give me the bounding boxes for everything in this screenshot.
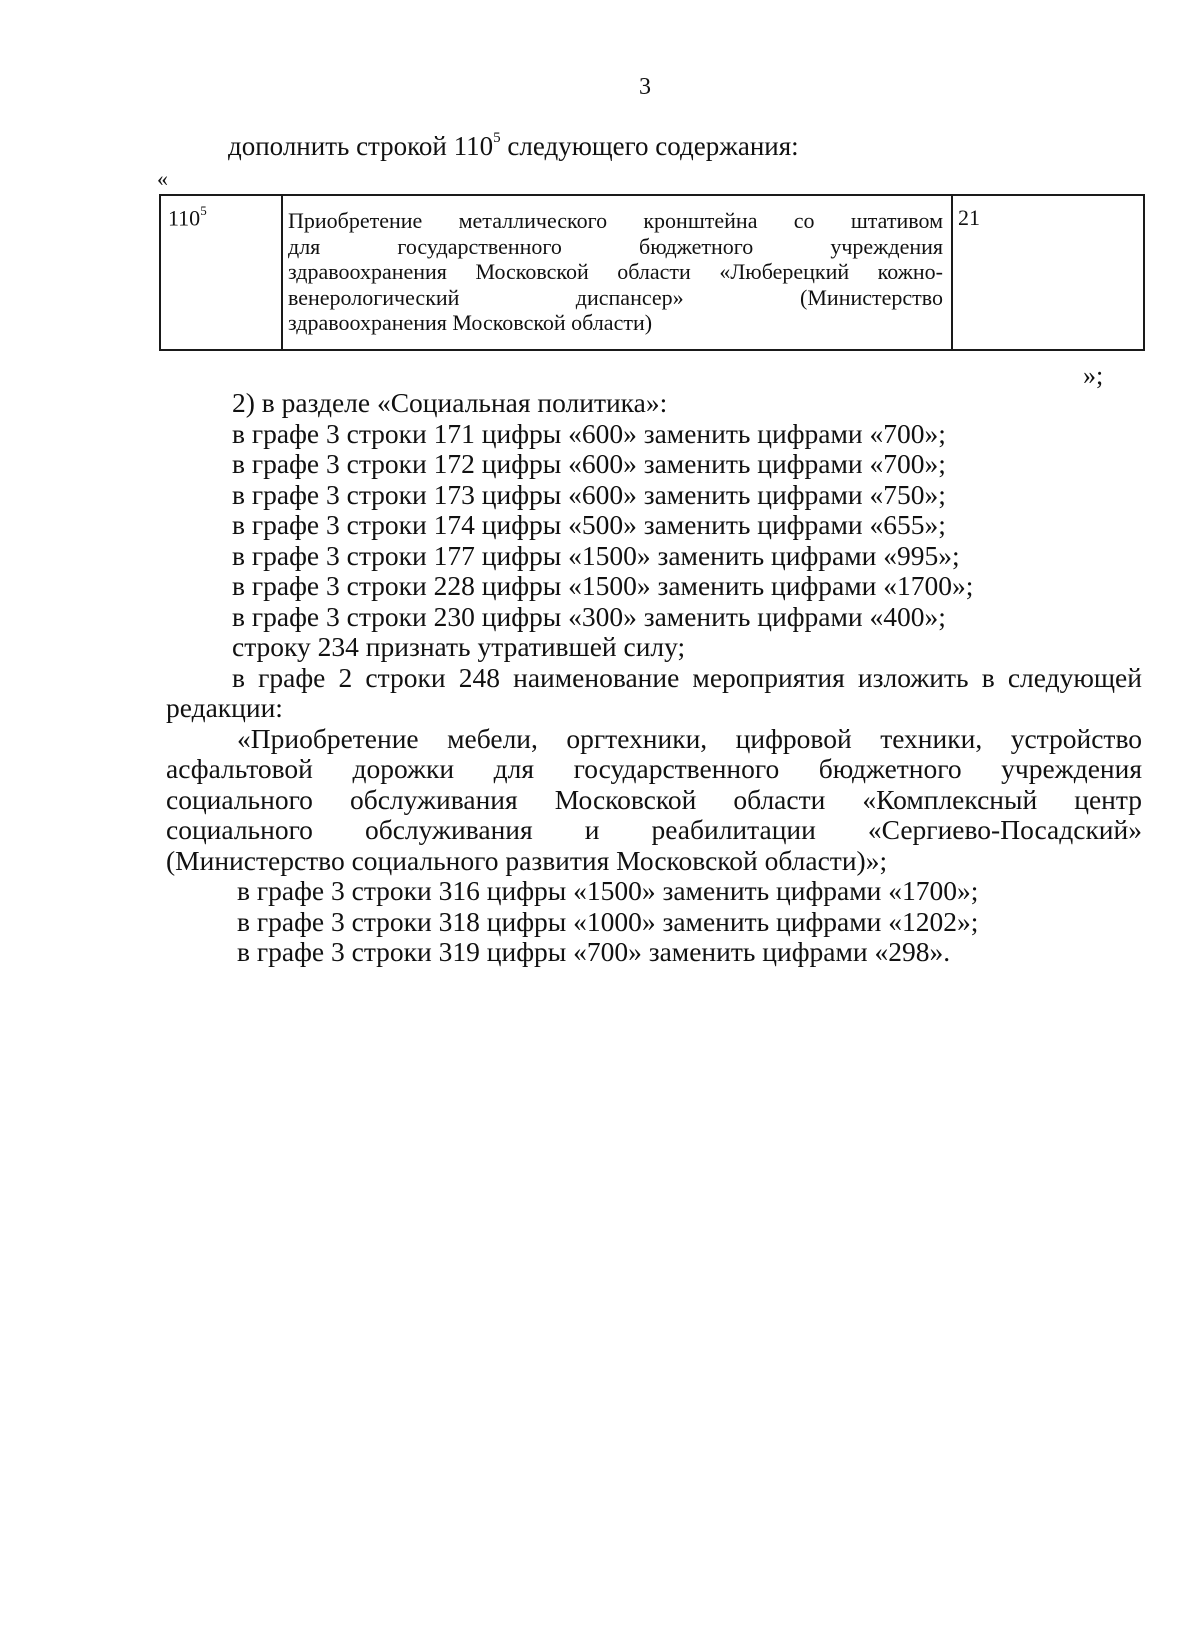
new-text-line: (Министерство социального развития Московской области)»; [166,844,888,876]
new-text-line: асфальтовой дорожки для государственного бюджетного учреждения [166,753,1142,784]
row-number-superscript: 5 [200,203,207,218]
row-number [161,196,281,231]
section-heading: 2) в разделе «Социальная политика»: [232,387,668,418]
item-248-continuation: редакции: [166,692,283,723]
row-value-cell [952,195,1144,350]
amendment-line: в графе 3 строки 172 цифры «600» заменить цифрами «700»; [232,448,946,479]
amendment-line: в графе 3 строки 177 цифры «1500» заменить цифрами «995»; [232,539,960,571]
intro-after: следующего содержания: [500,131,799,161]
intro-before: дополнить строкой 110 [228,131,494,161]
row-number-cell [160,195,282,350]
row-description-cell [282,195,952,350]
description-line: здравоохранения Московской области «Люберецкий кожно- [288,259,943,284]
amendment-line: в графе 3 строки 319 цифры «700» заменить цифрами «298». [237,936,951,967]
page-number: 3 [639,74,651,100]
amendment-line: в графе 3 строки 173 цифры «600» заменить цифрами «750»; [232,478,946,510]
intro-superscript: 5 [493,130,501,146]
opening-quote: « [157,166,168,191]
new-text-line: социального обслуживания Московской области «Комплексный центр [166,783,1142,815]
item-248-line: в графе 2 строки 248 наименование мероприятия изложить в следующей [232,661,1142,693]
amendment-line: в графе 3 строки 316 цифры «1500» заменить цифрами «1700»; [237,875,979,906]
description-line: венерологический диспансер» (Министерство [288,284,943,310]
row-value: 21 [958,205,980,230]
amendment-line: в графе 3 строки 171 цифры «600» заменить цифрами «700»; [232,417,946,449]
amendment-line: в графе 3 строки 230 цифры «300» заменить цифрами «400»; [232,600,946,632]
closing-quote: »; [1083,361,1104,390]
description-line: здравоохранения Московской области) [288,310,653,335]
amendment-line: в графе 3 строки 174 цифры «500» заменить цифрами «655»; [232,509,946,540]
table-row [160,195,1144,350]
description-line: для государственного бюджетного учреждения [288,233,943,259]
new-text-line: «Приобретение мебели, оргтехники, цифровой техники, устройство [237,722,1142,754]
new-text-line: социального обслуживания и реабилитации «Сергиево-Посадский» [166,814,1142,845]
description-line: Приобретение металлического кронштейна со штативом [288,208,943,233]
amendment-line: в графе 3 строки 318 цифры «1000» заменить цифрами «1202»; [237,905,979,937]
intro-line [228,131,799,162]
row-number-base: 110 [168,205,201,231]
amendment-line: в графе 3 строки 228 цифры «1500» заменить цифрами «1700»; [232,570,974,601]
amendment-line: строку 234 признать утратившей силу; [232,631,686,662]
inserted-row-table [159,194,1145,351]
